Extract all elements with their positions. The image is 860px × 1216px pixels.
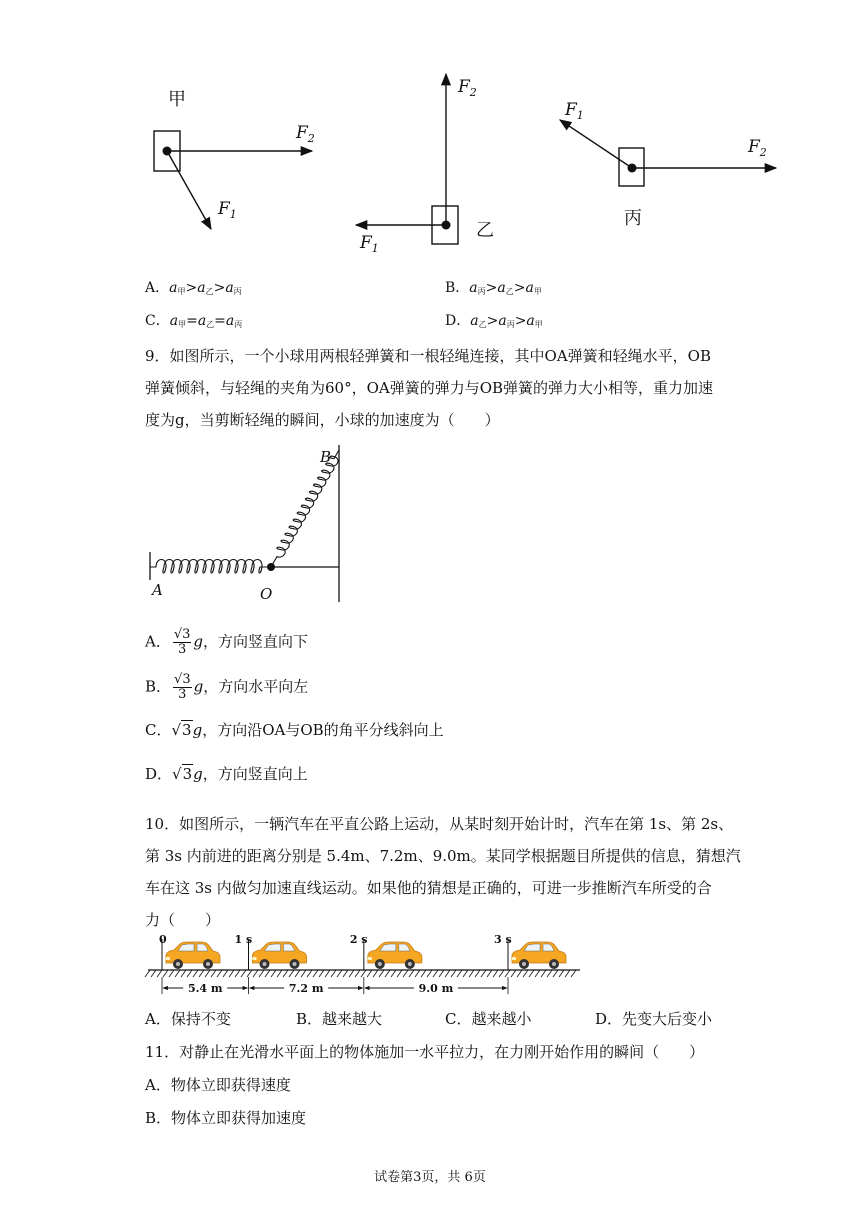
svg-text:F1: $F_1$ — [218, 199, 237, 221]
car-icon — [368, 942, 422, 969]
label-bing: 丙 — [624, 208, 642, 229]
time-label: 3 s — [494, 933, 512, 946]
q9-stem-line-3: 度为g，当剪断轻绳的瞬间，小球的加速度为（ ） — [145, 411, 500, 429]
q10-car-figure — [140, 930, 590, 1005]
q10-option-c[interactable]: C．越来越小 — [445, 1010, 532, 1028]
distance-label: 9.0 m — [418, 982, 454, 995]
q8-option-c[interactable]: C．$a_甲=a_乙=a_丙$ — [145, 313, 243, 329]
svg-text:F2: $F_2$ — [458, 77, 477, 99]
q8-option-a[interactable]: A．$a_甲>a_乙>a_丙$ — [145, 280, 242, 296]
q11-option-b[interactable]: B．物体立即获得加速度 — [145, 1109, 307, 1127]
q9-option-b[interactable]: B． $\frac{√3}{3}$ g，方向水平向左 — [145, 672, 309, 702]
q11-stem: 11．对静止在光滑水平面上的物体施加一水平拉力，在力刚开始作用的瞬间（ ） — [145, 1043, 705, 1061]
q10-stem-line-4: 力（ ） — [145, 911, 221, 929]
q10-option-d[interactable]: D．先变大后变小 — [595, 1010, 713, 1028]
svg-text:F2: $F_2$ — [748, 137, 767, 159]
q9-stem-line-2: 弹簧倾斜，与轻绳的夹角为60°，OA弹簧的弹力与OB弹簧的弹力大小相等，重力加速 — [145, 379, 714, 397]
force-f1-jia — [167, 151, 211, 229]
svg-text:F2: $F_2$ — [296, 123, 315, 145]
label-yi: 乙 — [476, 220, 494, 241]
ball-o — [267, 563, 275, 571]
car-icon — [512, 942, 566, 969]
q10-option-b[interactable]: B．越来越大 — [296, 1010, 383, 1028]
svg-text:F1: $F_1$ — [360, 233, 379, 255]
page-footer: 试卷第3页，共 6页 — [374, 1170, 486, 1185]
q10-option-a[interactable]: A．保持不变 — [145, 1010, 231, 1028]
svg-text:F1: $F_1$ — [565, 100, 584, 122]
distance-label: 5.4 m — [187, 982, 223, 995]
distance-label: 7.2 m — [288, 982, 324, 995]
q8-force-diagrams — [0, 60, 860, 270]
q8-option-b[interactable]: B．$a_丙>a_乙>a_甲$ — [445, 280, 542, 296]
label-a: A — [152, 581, 163, 599]
force-f1-bing — [560, 120, 632, 168]
label-o: O — [260, 585, 273, 603]
q9-option-a[interactable]: A． $\frac{√3}{3}$ g，方向竖直向下 — [145, 627, 309, 657]
time-label: 1 s — [234, 933, 253, 946]
q9-spring-figure — [140, 440, 355, 605]
car-icon — [253, 942, 307, 969]
q9-stem-line-1: 9．如图所示，一个小球用两根轻弹簧和一根轻绳连接，其中OA弹簧和轻绳水平，OB — [145, 347, 711, 365]
q10-stem-line-2: 第 3s 内前进的距离分别是 5.4m、7.2m、9.0m。某同学根据题目所提供的信息，猜想汽 — [145, 847, 741, 865]
time-label: 2 s — [349, 933, 368, 946]
label-jia: 甲 — [168, 89, 186, 110]
car-icon — [166, 942, 220, 969]
q8-option-d[interactable]: D．$a_乙>a_丙>a_甲$ — [445, 313, 543, 329]
q11-option-a[interactable]: A．物体立即获得速度 — [145, 1076, 291, 1094]
time-label: 0 — [159, 933, 167, 946]
label-b: B — [320, 448, 332, 466]
q10-stem-line-1: 10．如图所示，一辆汽车在平直公路上运动，从某时刻开始计时，汽车在第 1s、第 2s、 — [145, 815, 734, 833]
q9-option-c[interactable]: C．√3g，方向沿OA与OB的角平分线斜向上 — [145, 721, 444, 739]
q9-option-d[interactable]: D．√3g，方向竖直向上 — [145, 765, 308, 783]
q10-stem-line-3: 车在这 3s 内做匀加速直线运动。如果他的猜想是正确的，可进一步推断汽车所受的合 — [145, 879, 712, 897]
